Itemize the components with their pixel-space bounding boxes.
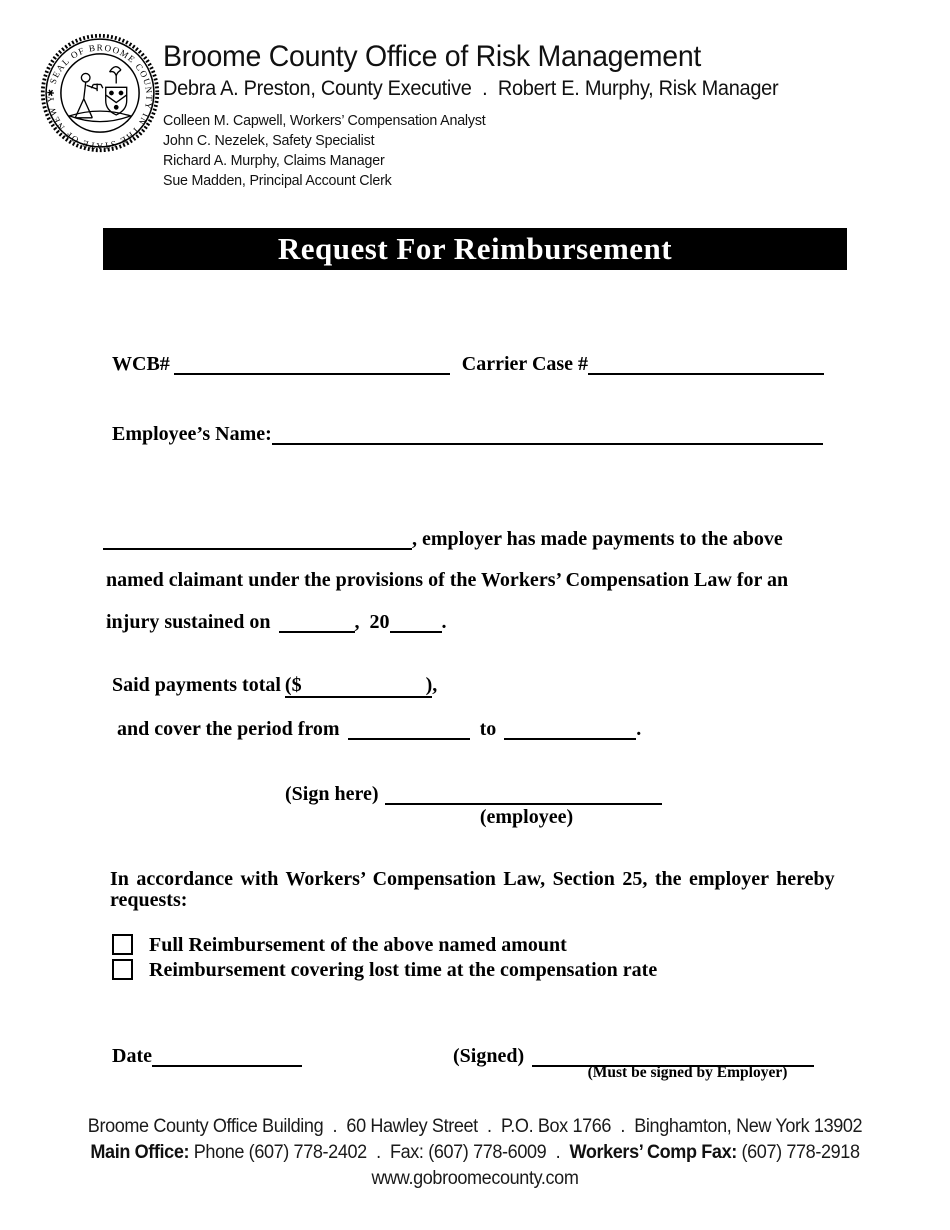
seal-emblem	[69, 67, 130, 122]
statement-text-3: injury sustained on	[106, 611, 271, 633]
period-label: and cover the period from	[117, 718, 340, 740]
org-title: Broome County Office of Risk Management	[163, 40, 702, 73]
payments-amount-group	[285, 674, 432, 698]
form-title: Request For Reimbursement	[277, 231, 673, 266]
svg-text:✱ SEAL OF BROOME COUNTY IN THE	[46, 43, 155, 152]
workers-comp-fax-label: Workers’ Comp Fax:	[569, 1142, 737, 1163]
employee-name-row	[112, 422, 823, 446]
employer-statement-line3	[106, 610, 447, 634]
statement-text-2: named claimant under the provisions of the Workers’ Compensation Law for an	[106, 569, 789, 591]
full-reimbursement-checkbox[interactable]	[112, 934, 133, 955]
employee-name-label: Employee’s Name:	[112, 423, 272, 445]
footer-fax-number: (607) 778-2918	[736, 1142, 860, 1163]
staff-line: Colleen M. Capwell, Workers’ Compensation Analyst	[163, 112, 486, 129]
statement-text-1: , employer has made payments to the above	[412, 528, 783, 550]
open-paren-dollar: ($	[284, 674, 302, 696]
lost-time-checkbox[interactable]	[112, 959, 133, 980]
footer-phones	[24, 1140, 927, 1166]
employer-statement-line2	[106, 568, 788, 592]
full-reimbursement-label: Full Reimbursement of the above named amount	[149, 933, 567, 956]
period-to-label: to	[479, 718, 497, 740]
must-sign-note: (Must be signed by Employer)	[587, 1064, 788, 1081]
footer-phone-mid: Phone (607) 778-2402 . Fax: (607) 778-6009 .	[189, 1142, 570, 1163]
signed-label: (Signed)	[453, 1045, 525, 1067]
date-input-line[interactable]	[152, 1065, 302, 1067]
accordance-line2: requests:	[110, 889, 188, 911]
footer	[24, 1114, 927, 1192]
injury-date-input-line[interactable]	[279, 631, 355, 633]
wcb-input-line[interactable]	[174, 373, 450, 375]
period-from-input-line[interactable]	[348, 738, 470, 740]
footer-address: Broome County Office Building . 60 Hawley Street . P.O. Box 1766 . Binghamton, New York 13902	[87, 1116, 863, 1137]
statement-text-5: .	[441, 611, 447, 633]
staff-line: Richard A. Murphy, Claims Manager	[163, 152, 385, 169]
employer-statement-line1	[103, 527, 783, 551]
payments-amount-input-line[interactable]	[302, 690, 426, 691]
accordance-statement	[110, 869, 840, 911]
close-paren: )	[425, 674, 433, 696]
statement-text-4: , 20	[354, 611, 390, 633]
lost-time-label: Reimbursement covering lost time at the compensation rate	[149, 958, 658, 981]
injury-year-input-line[interactable]	[390, 631, 442, 633]
coverage-period-row	[117, 717, 641, 741]
date-row	[112, 1044, 302, 1068]
carrier-case-input-line[interactable]	[588, 373, 824, 375]
footer-website: www.gobroomecounty.com	[371, 1168, 579, 1189]
employee-sub-label: (employee)	[479, 806, 574, 828]
period-end: .	[636, 718, 642, 740]
payments-total-label: Said payments total	[112, 674, 281, 696]
wcb-carrier-row	[112, 352, 824, 376]
letterhead	[163, 40, 809, 191]
date-label: Date	[112, 1045, 152, 1067]
payments-comma: ,	[432, 674, 438, 696]
form-title-banner	[103, 228, 847, 270]
main-office-label: Main Office:	[90, 1142, 190, 1163]
sign-here-label: (Sign here)	[285, 783, 379, 805]
option-lost-time	[112, 959, 657, 980]
staff-line: Sue Madden, Principal Account Clerk	[163, 172, 392, 189]
carrier-case-label: Carrier Case #	[461, 353, 589, 375]
employee-name-input-line[interactable]	[272, 443, 823, 445]
executives-line: Debra A. Preston, County Executive . Robert E. Murphy, Risk Manager	[163, 77, 779, 100]
staff-line: John C. Nezelek, Safety Specialist	[163, 132, 375, 149]
accordance-line1: In accordance with Workers’ Compensation Law, Section 25, the employer hereby	[110, 868, 835, 890]
seal-ring-text: ✱ SEAL OF BROOME COUNTY IN THE STATE OF NEW YORK	[45, 42, 155, 152]
employer-name-input-line[interactable]	[103, 548, 412, 550]
staff-list	[163, 111, 809, 191]
payments-total-row	[112, 673, 437, 697]
wcb-label: WCB#	[112, 353, 170, 375]
period-to-input-line[interactable]	[504, 738, 636, 740]
sign-here-row	[285, 782, 662, 806]
option-full-reimbursement	[112, 934, 567, 955]
broome-county-seal-icon	[38, 31, 162, 155]
